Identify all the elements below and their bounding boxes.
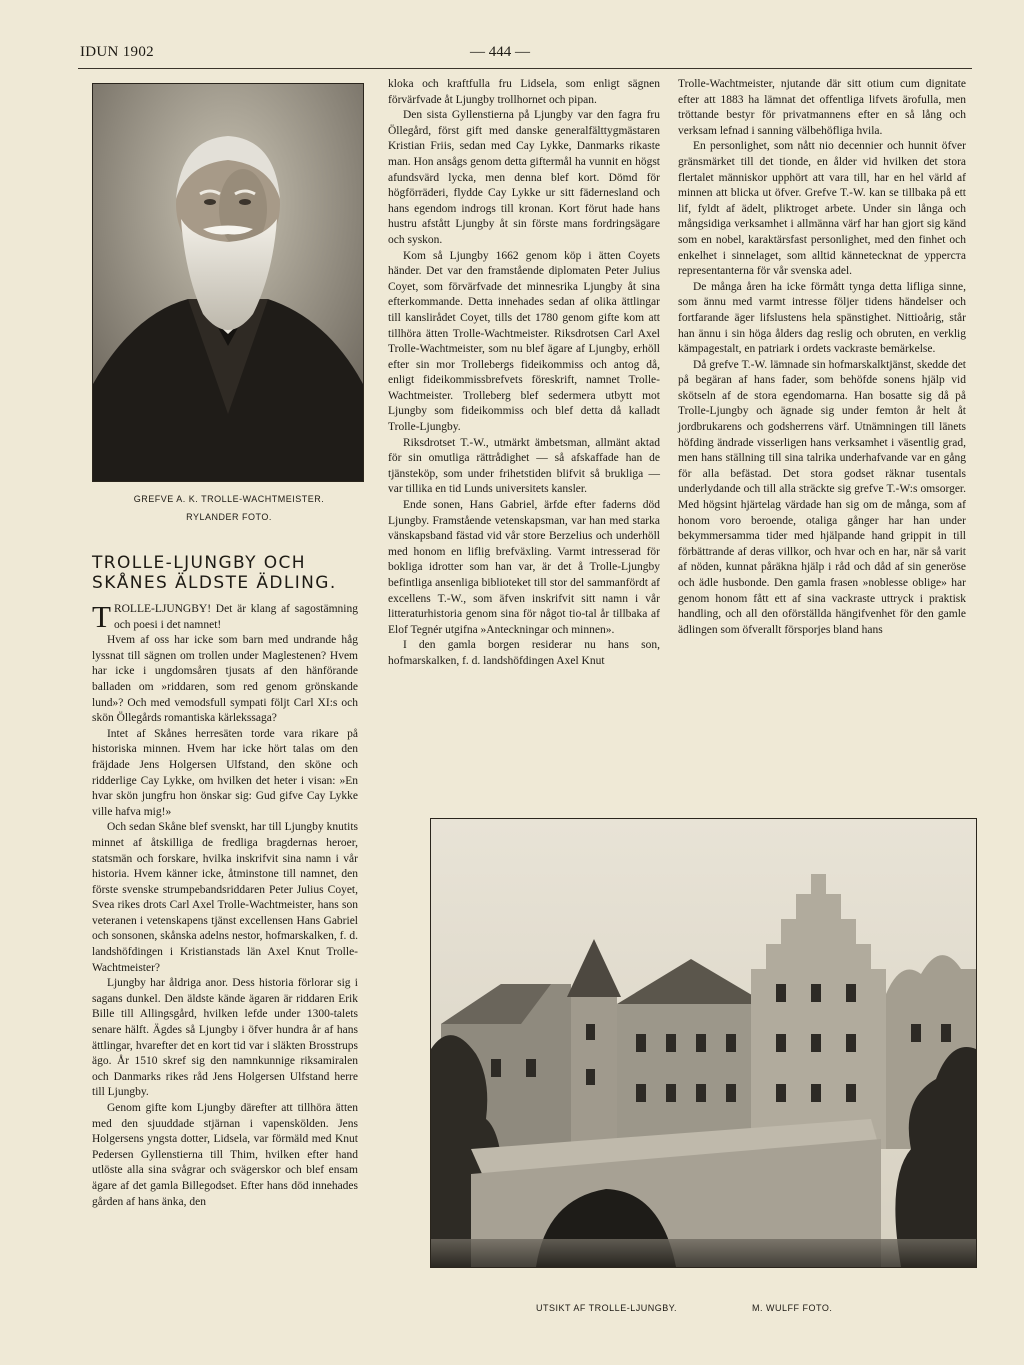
paragraph: Hvem af oss har icke som barn med undrande håg lyssnat till sägnen om trollen under Maglestenen? Hvem har icke i ungdomsåren tjusats af den hänförande balladen om »riddaren, som red genom grönskande lund»? Och med vemodsfull sympati följt Carl XI:s och skön Öllegårds romantiska kärlekssaga? [92, 634, 358, 725]
text-column-2 [388, 77, 660, 670]
paragraph: De många åren ha icke förmått tynga detta lifliga sinne, som ännu med varmt intresse följer tidens händelser och fortfarande äger lifslustens hela spänstighet. Nittioårig, står han ännu i sin höga ålders dag reslig och obruten, en verklig kämpagestalt, en patriark i ordets vackraste bemärkelse. [678, 280, 966, 356]
castle-credit: M. WULFF FOTO. [752, 1303, 833, 1313]
paragraph: Då grefve T.-W. lämnade sin hofmarskalktjänst, skedde det på begäran af hans fader, som behöfde sonens hjälp vid skötseln af de stora egendomarna. Han bosatte sig då på Trolle-Ljungby och ägnade sig under femton år helt åt jordbrukarens och godsherrens värf. Utnämningen till länets höfding ändrade visserligen hans verksamhet i väsentlig grad, men hans ställning till sina talrika underhafvande var en gång för alla befästad. Det stora godset räknar tusentals underlydande och till alla sträckte sig grefve T.-W:s omsorger. Med högsint hjärtelag värdade han sig om de många, som af honom voro beroende, otaliga gånger har han under bekymmersamma tider med hjälpande hand grippit in till förbättrande af deras villkor, och hvar och en har, när så varit af nöden, kunnat påräkna hjälp i råd och dåd af sin generöse och ädle husbonde. Den gamla frasen »noblesse oblige» har genom honom fått ett af sina vackraste uttryck i praktisk handling, och all den oförställda hängifvenhet för den gamle ädlingen som öfverallt försporjes bland hans [678, 358, 966, 636]
paragraph: Ende sonen, Hans Gabriel, ärfde efter faderns död Ljungby. Framstående vetenskapsman, var han med starka vänskapsband fästad vid vår store Berzelius och underhöll med honom en liflig brefväxling. Varmt intresserad för bokliga idrotter som han var, är det å Trolle-Ljungby befintliga ansenliga biblioteket till stor del sammanfördt af excellens T.-W., som äfven inskrifvit sitt namn i vår litteraturhistoria genom sina för något tio-tal år tillbaka af Elof Tegnér utgifna »Anteckningar och minnen». [388, 499, 660, 636]
article-title: TROLLE-LJUNGBY OCH SKÅNES ÄLDSTE ÄDLING. [92, 553, 337, 593]
paragraph: Ljungby har åldriga anor. Dess historia förlorar sig i sagans dunkel. Den äldste kände ägaren är riddaren Erik Bille till Allingsgård, hvilken lefde under 1300-talets senare hälft. Ägdes så Ljungby i öfver hundra år af hans ättlingar, hvarefter det en kort tid var i släkten Brosstrups ägo. År 1510 skref sig den namnkunnige riksamiralen och Danmarks rikes råd Jens Holgersen Ulfstand herre till Ljungby. [92, 977, 358, 1099]
castle-caption: UTSIKT AF TROLLE-LJUNGBY. [536, 1303, 678, 1313]
portrait-credit: RYLANDER FOTO. [186, 512, 272, 522]
page-number: — 444 — [470, 44, 530, 60]
portrait-photo [92, 83, 364, 482]
castle-photo [430, 818, 977, 1268]
paragraph: I den gamla borgen residerar nu hans son, hofmarskalken, f. d. landshöfdingen Axel Knut [388, 639, 660, 667]
drop-cap: T [92, 599, 111, 634]
paragraph: Kom så Ljungby 1662 genom köp i ätten Coyets händer. Det var den framstående diplomaten Peter Julius Coyet, som förvärfvade det minnesrika Ljungby åt sina efterkommande. Detta innehades sedan af olika ättlingar till kanslirådet Coyet, tills det 1780 genom gifte kom att tillhöra ätten Trolle-Wachtmeister. Riksdrotsen Carl Axel Trolle-Wachtmeister, som nu blef ägare af Ljungby, erhöll efter sin mor Trollebergs fideikommiss och antog då, enligt fideikommissbrefvets föreskrift, namnet Trolle-Wachtmeister. Trolleberg blef sedermera utbytt mot Ljungby som fideikommiss och blef detta då kalladt Trolle-Ljungby. [388, 249, 660, 434]
text-column-3 [678, 77, 966, 638]
paragraph: TROLLE-LJUNGBY! Det är klang af sagostämning och poesi i det namnet! [92, 599, 358, 634]
paragraph: Genom gifte kom Ljungby därefter att tillhöra ätten med den sjuuddade stjärnan i vapenskölden. Jens Holgersens yngsta dotter, Lidsela, var förmäld med Knut Pedersen Gyllenstierna till Thim, hvilken efter hand utlöste alla sina svågrar och svägerskor och blef ensam ägare af det gamla Billegodset. Efter hans död innehades gården af hans änka, den [92, 1102, 358, 1208]
paragraph: Trolle-Wachtmeister, njutande där sitt otium cum dignitate efter att 1883 ha lämnat det offentliga lifvets ärofulla, men tröttande bestyr för privatmannens efter en så lång och verksam lefnad i sanning välbehöfliga hvila. [678, 78, 966, 137]
paragraph: Och sedan Skåne blef svenskt, har till Ljungby knutits minnet af åtskilliga de fredliga bragdernas heroer, statsmän och forskare, hvilka inskrifvit sina namn i vår historia. Hvem känner icke, åtminstone till namnet, den förste svenske strumpebandsriddaren Peter Julius Coyet, Svea rikes drots Carl Axel Trolle-Wachtmeister, hans son veteranen i vetenskapens tjänst excellensen Hans Gabriel och sonsonen, skånska adelns nestor, hofmarskalken, f. d. landshöfdingen i Kristianstads län Axel Knut Trolle-Wachtmeister? [92, 821, 358, 974]
paragraph: Intet af Skånes herresäten torde vara rikare på historiska minnen. Hvem har icke hört talas om den fräjdade Jens Holgersen Ulfstand, den sköne och ridderlige Cay Lykke, om hvilken det heter i visan: »En hvar skön jungfru hon önskar sig: Gud gifve Cay Lykke ville hafva mig!» [92, 727, 358, 818]
portrait-caption: GREFVE A. K. TROLLE-WACHTMEISTER. [133, 494, 325, 504]
paragraph: Riksdrotset T.-W., utmärkt ämbetsman, allmänt aktad för sin omutliga rättrådighet — så afskaffade han de tjänsteköp, som under frihetstiden blifvit så brukliga — var tillika en tid Lunds universitets kansler. [388, 436, 660, 496]
text-column-1 [92, 599, 358, 1210]
paragraph: En personlighet, som nått nio decennier och hunnit öfver gränsmärket till det tionde, en ålder vid hvilken det stora flertalet människor upphört att vara till, har en hel värld af minnen att blicka ut öfver. Grefve T.-W. kan se tillbaka på ett lif, fyldt af ädelt, pliktroget arbete. Under sin långa och mångsidiga verksamhet i allmänna värf har han gjort sig känd som en nobel, karaktärsfast personlighet, med den finhet och enkelhet i sinnelaget, som alltid kännetecknat de ypperста representanterna för vår svenska adel. [678, 140, 966, 278]
header-rule [78, 68, 972, 69]
paragraph: kloka och kraftfulla fru Lidsela, som enligt sägnen förvärfvade åt Ljungby trollhornet och pipan. [388, 78, 660, 106]
journal-title: IDUN 1902 [80, 44, 154, 60]
paragraph: Den sista Gyllenstierna på Ljungby var den fagra fru Öllegård, först gift med danske generalfälttygmästaren Kristian Friis, sedan med Cay Lykke, Danmarks rikaste man. Hon ansågs genom detta giftermål ha vunnit en högst afundsvärd lycka, men denna blef kort. Dömd för högförräderi, flydde Cay Lykke ur sitt fädernesland och hans egendom indrogs till kronan. Kort förut hade hans hustru afstått Ljungby åt sin förste mans fordringsägare och syskon. [388, 109, 660, 246]
